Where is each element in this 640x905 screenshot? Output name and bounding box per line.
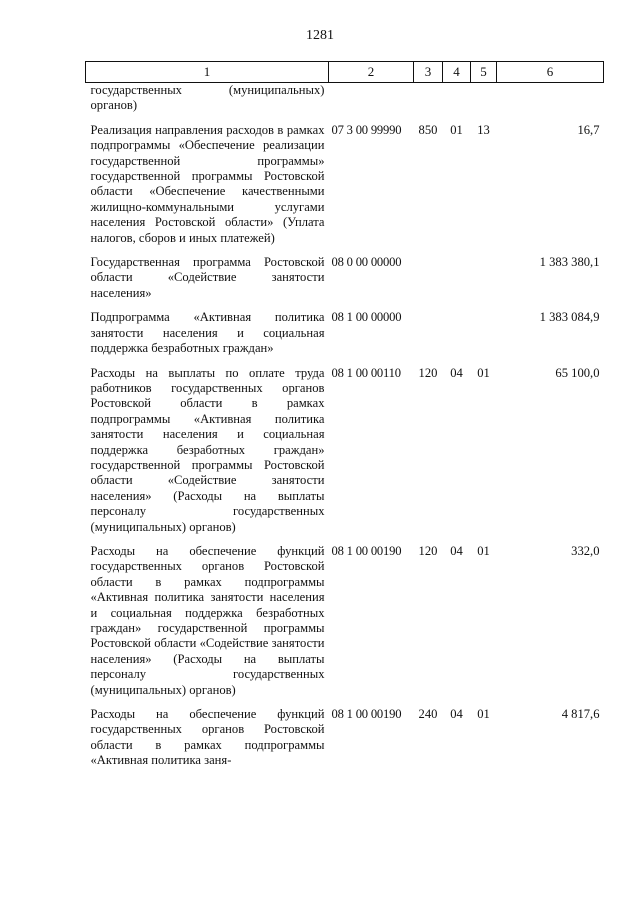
header-col-6: 6 [497, 62, 604, 83]
row-pr [471, 301, 497, 356]
row-rz [443, 83, 471, 114]
row-vr [414, 301, 443, 356]
row-rz [443, 246, 471, 301]
header-col-1: 1 [86, 62, 329, 83]
table-row [86, 357, 604, 535]
row-vr: 850 [418, 122, 438, 137]
row-name: Расходы на выплаты по оплате труда работников государственных органов Ростовской области в рамках подпрограммы «Активная политика занятости населения и социальная поддержка безработных граждан» государственной программы Ростовской области «Содействие занятости населения» (Расходы на выплаты персоналу государственных (муниципальных) органов) [90, 365, 325, 534]
row-code: 08 1 00 00110 [331, 365, 401, 380]
header-col-4: 4 [443, 62, 471, 83]
row-name: Расходы на обеспечение функций государственных органов Ростовской области в рамках подпрограммы «Активная политика занятости населения и социальная поддержка безработных граждан» государственной программы Ростовской области «Содействие занятости населения» (Расходы на выплаты персоналу государственных (муниципальных) органов) [90, 543, 325, 697]
row-pr: 01 [477, 365, 490, 380]
row-code: 07 3 00 99990 [331, 122, 402, 137]
table-row [86, 698, 604, 769]
row-code: 08 0 00 00000 [331, 255, 402, 270]
row-vr: 240 [418, 707, 438, 722]
row-vr: 120 [418, 543, 438, 558]
table-row [86, 83, 604, 114]
row-vr [414, 83, 443, 114]
row-rz: 04 [450, 365, 463, 380]
row-name: Подпрограмма «Активная политика занятости населения и социальная поддержка безработных граждан» [90, 310, 325, 356]
row-code [329, 83, 414, 114]
row-code: 08 1 00 00190 [331, 707, 402, 722]
row-pr: 01 [477, 707, 490, 722]
row-vr: 120 [418, 365, 438, 380]
table-row [86, 301, 604, 356]
row-rz: 04 [450, 543, 463, 558]
row-pr [471, 83, 497, 114]
page-number: 1281 [306, 28, 334, 43]
table-header-row [86, 62, 604, 83]
table-row [86, 535, 604, 698]
budget-table [85, 61, 604, 769]
row-amount: 65 100,0 [555, 365, 600, 380]
row-name: государственных (муниципальных) органов) [90, 83, 325, 113]
row-amount: 332,0 [571, 543, 600, 558]
header-col-5: 5 [471, 62, 497, 83]
row-amount: 1 383 084,9 [539, 310, 600, 325]
row-name: Расходы на обеспечение функций государственных органов Ростовской области в рамках подпрограммы «Активная политика заня- [90, 707, 325, 768]
row-rz: 01 [450, 122, 463, 137]
table-row [86, 246, 604, 301]
row-amount: 1 383 380,1 [539, 255, 600, 270]
row-pr: 01 [477, 543, 490, 558]
header-col-2: 2 [329, 62, 414, 83]
row-name: Государственная программа Ростовской области «Содействие занятости населения» [90, 255, 325, 300]
row-code: 08 1 00 00000 [331, 310, 402, 325]
row-rz [443, 301, 471, 356]
row-amount [497, 83, 604, 114]
row-pr [471, 246, 497, 301]
table-row [86, 114, 604, 246]
row-pr: 13 [477, 122, 490, 137]
row-code: 08 1 00 00190 [331, 543, 402, 558]
row-rz: 04 [450, 707, 463, 722]
header-col-3: 3 [414, 62, 443, 83]
row-amount: 4 817,6 [561, 707, 600, 722]
row-amount: 16,7 [577, 122, 600, 137]
row-vr [414, 246, 443, 301]
row-name: Реализация направления расходов в рамках подпрограммы «Обеспечение реализации государственной программы» государственной программы Ростовской области «Обеспечение качественными жилищно-коммунальными услугами населения Ростовской области» (Уплата налогов, сборов и иных платежей) [90, 122, 325, 245]
